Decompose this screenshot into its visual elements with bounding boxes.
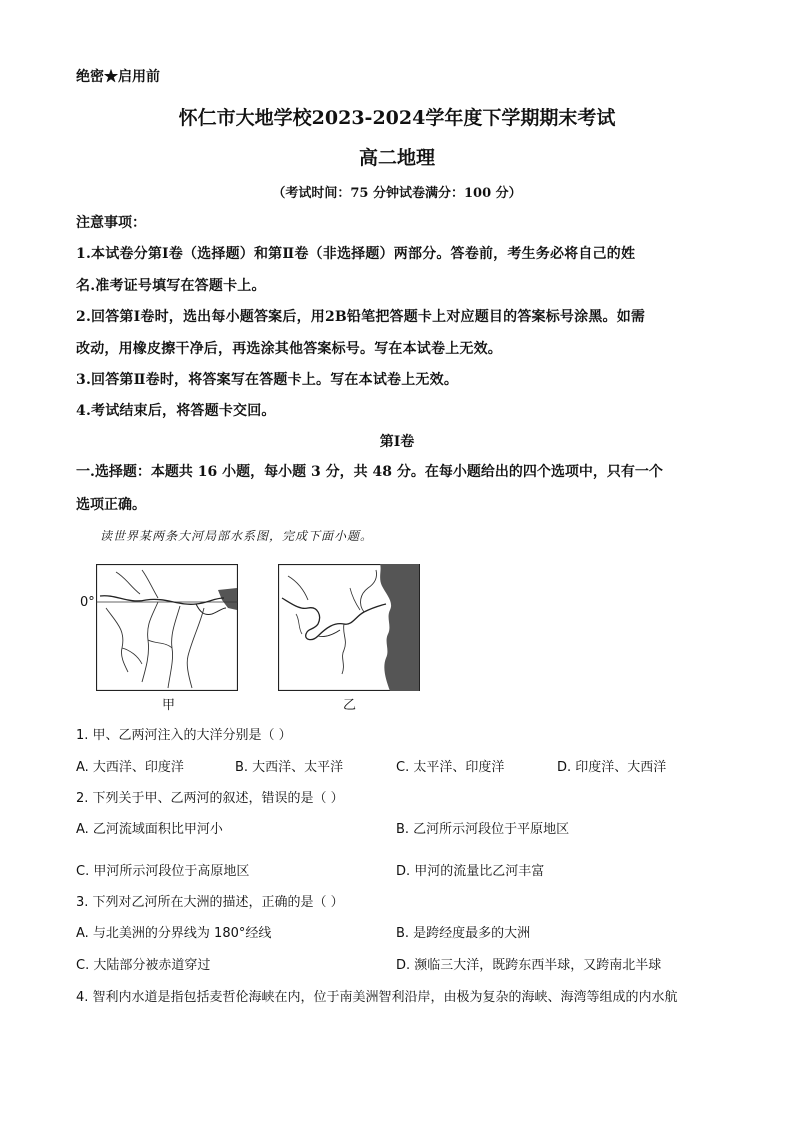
confidential-mark: 绝密★启用前: [76, 69, 160, 85]
part-one-title: 第Ⅰ卷: [379, 434, 415, 450]
river-map-b: [278, 564, 420, 691]
river-map-a: [96, 564, 238, 691]
map-frame: [97, 565, 238, 691]
notes-heading: 注意事项：: [76, 215, 146, 231]
section-instruction-cont: 选项正确。: [76, 497, 146, 513]
q2-option-d: D. 甲河的流量比乙河丰富: [396, 864, 545, 879]
section-instruction: 一.选择题：本题共 16 小题，每小题 3 分，共 48 分。在每小题给出的四个选项中，只有一个: [76, 464, 663, 480]
notes-line: 名.准考证号填写在答题卡上。: [76, 278, 266, 294]
notes-line: 3.回答第Ⅱ卷时，将答案写在答题卡上。写在本试卷上无效。: [76, 372, 459, 388]
q3-option-b: B. 是跨经度最多的大洲: [396, 926, 531, 941]
q1-option-c: C. 太平洋、印度洋: [396, 760, 505, 775]
latitude-label: 0°: [80, 595, 95, 610]
q2-option-c: C. 甲河所示河段位于高原地区: [76, 864, 250, 879]
q3-option-d: D. 濒临三大洋，既跨东西半球，又跨南北半球: [396, 958, 662, 973]
question-4-stem: 4. 智利内水道是指包括麦哲伦海峡在内，位于南美洲智利沿岸，由极为复杂的海峡、海湾等组成的内水航: [76, 990, 678, 1005]
q2-option-a: A. 乙河流域面积比甲河小: [76, 822, 223, 837]
exam-time-info: （考试时间：75 分钟试卷满分：100 分）: [272, 186, 522, 201]
notes-line: 1.本试卷分第Ⅰ卷（选择题）和第Ⅱ卷（非选择题）两部分。答卷前，考生务必将自己的姓: [76, 246, 636, 262]
q3-option-c: C. 大陆部分被赤道穿过: [76, 958, 211, 973]
notes-line: 改动，用橡皮擦干净后，再选涂其他答案标号。写在本试卷上无效。: [76, 341, 502, 357]
q2-option-b: B. 乙河所示河段位于平原地区: [396, 822, 570, 837]
exam-title: 怀仁市大地学校2023-2024学年度下学期期末考试: [178, 107, 616, 129]
q1-option-d: D. 印度洋、大西洋: [557, 760, 667, 775]
question-1-stem: 1. 甲、乙两河注入的大洋分别是（ ）: [76, 728, 292, 743]
map-a-label: 甲: [162, 698, 176, 713]
subject-title: 高二地理: [358, 147, 435, 169]
q3-option-a: A. 与北美洲的分界线为 180°经线: [76, 926, 272, 941]
map-b-label: 乙: [343, 698, 357, 713]
q1-option-a: A. 大西洋、印度洋: [76, 760, 184, 775]
question-3-stem: 3. 下列对乙河所在大洲的描述，正确的是（ ）: [76, 895, 344, 910]
notes-line: 4.考试结束后，将答题卡交回。: [76, 403, 276, 419]
figure-intro: 读世界某两条大河局部水系图，完成下面小题。: [100, 529, 374, 543]
notes-line: 2.回答第Ⅰ卷时，选出每小题答案后，用2B铅笔把答题卡上对应题目的答案标号涂黑。如需: [76, 309, 646, 325]
question-2-stem: 2. 下列关于甲、乙两河的叙述，错误的是（ ）: [76, 791, 344, 806]
q1-option-b: B. 大西洋、太平洋: [235, 760, 344, 775]
